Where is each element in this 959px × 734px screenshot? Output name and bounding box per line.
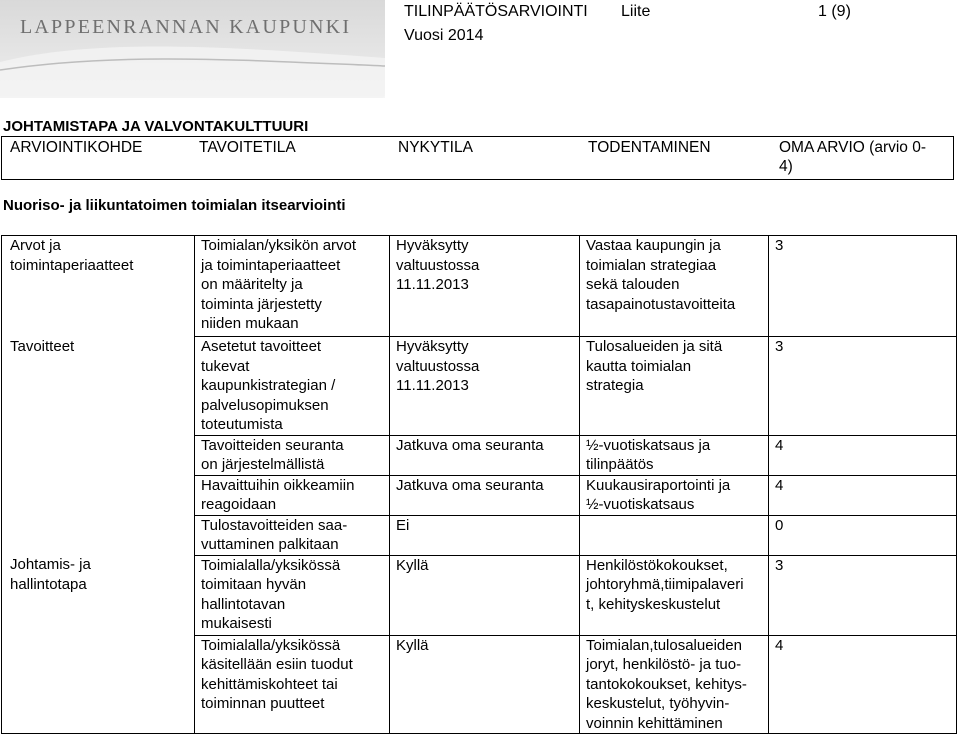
criterion-cell: Toimialan/yksikön arvot ja toimintaperiaatteet on määritelty ja toiminta järjestetty niiden mukaan (195, 236, 390, 337)
rating-cell: 0 (769, 515, 957, 555)
table-row (2, 337, 957, 436)
verification-cell: Kuukausiraportointi ja ½-vuotiskatsaus (580, 475, 769, 515)
group-cell: Arvot ja toimintaperiaatteet (2, 236, 195, 337)
verification-cell: Henkilöstökokoukset, johtoryhmä,tiimipalaveri t, kehityskeskustelut (580, 555, 769, 635)
document-title: TILINPÄÄTÖSARVIOINTI (404, 3, 588, 20)
current-state-cell: Hyväksytty valtuustossa 11.11.2013 (390, 337, 580, 436)
evaluation-table (1, 235, 957, 734)
current-state-cell: Kyllä (390, 635, 580, 734)
table-row (2, 236, 957, 337)
group-cell (2, 515, 195, 555)
criterion-cell: Toimialalla/yksikössä käsitellään esiin tuodut kehittämiskohteet tai toiminnan puutteet (195, 635, 390, 734)
column-header-verification: TODENTAMINEN (588, 139, 711, 156)
evaluation-table-body (2, 236, 957, 734)
criterion-cell: Tulostavoitteiden saa- vuttaminen palkitaan (195, 515, 390, 555)
table-row (2, 515, 957, 555)
table-row (2, 635, 957, 734)
current-state-cell: Hyväksytty valtuustossa 11.11.2013 (390, 236, 580, 337)
rating-cell: 3 (769, 337, 957, 436)
criterion-cell: Havaittuihin oikkeamiin reagoidaan (195, 475, 390, 515)
city-logo (0, 0, 385, 98)
group-cell (2, 635, 195, 734)
attachment-label: Liite (621, 3, 651, 20)
table-row (2, 435, 957, 475)
group-cell: Tavoitteet (2, 337, 195, 436)
column-header-current-state: NYKYTILA (398, 139, 473, 156)
verification-cell: ½-vuotiskatsaus ja tilinpäätös (580, 435, 769, 475)
verification-cell: Vastaa kaupungin ja toimialan strategiaa sekä talouden tasapainotustavoitteita (580, 236, 769, 337)
evaluation-subtitle: Nuoriso- ja liikuntatoimen toimialan itsearviointi (3, 197, 346, 214)
table-row (2, 555, 957, 635)
column-header-target: ARVIOINTIKOHDE (10, 139, 143, 156)
verification-cell: Toimialan,tulosalueiden joryt, henkilöstö- ja tuo- tantokokoukset, kehitys- keskustelut, työhyvin- voinnin kehittäminen (580, 635, 769, 734)
current-state-cell: Kyllä (390, 555, 580, 635)
page-number: 1 (9) (818, 3, 851, 20)
current-state-cell: Jatkuva oma seuranta (390, 475, 580, 515)
rating-cell: 3 (769, 555, 957, 635)
column-header-goal-state: TAVOITETILA (199, 139, 296, 156)
criterion-cell: Toimialalla/yksikössä toimitaan hyvän hallintotavan mukaisesti (195, 555, 390, 635)
criterion-cell: Asetetut tavoitteet tukevat kaupunkistrategian / palvelusopimuksen toteutumista (195, 337, 390, 436)
document-year: Vuosi 2014 (404, 27, 484, 44)
logo-wave-graphic (0, 0, 385, 98)
rating-cell: 4 (769, 475, 957, 515)
verification-cell (580, 515, 769, 555)
current-state-cell: Jatkuva oma seuranta (390, 435, 580, 475)
group-cell (2, 435, 195, 475)
logo-text: LAPPEENRANNAN KAUPUNKI (20, 16, 352, 38)
table-row (2, 475, 957, 515)
rating-cell: 3 (769, 236, 957, 337)
group-cell (2, 475, 195, 515)
current-state-cell: Ei (390, 515, 580, 555)
column-header-self-rating: OMA ARVIO (arvio 0- 4) (779, 139, 927, 175)
column-header-bar (1, 136, 954, 180)
criterion-cell: Tavoitteiden seuranta on järjestelmällistä (195, 435, 390, 475)
group-cell: Johtamis- ja hallintotapa (2, 555, 195, 635)
verification-cell: Tulosalueiden ja sitä kautta toimialan strategia (580, 337, 769, 436)
rating-cell: 4 (769, 635, 957, 734)
rating-cell: 4 (769, 435, 957, 475)
section-title: JOHTAMISTAPA JA VALVONTAKULTTUURI (3, 118, 309, 135)
